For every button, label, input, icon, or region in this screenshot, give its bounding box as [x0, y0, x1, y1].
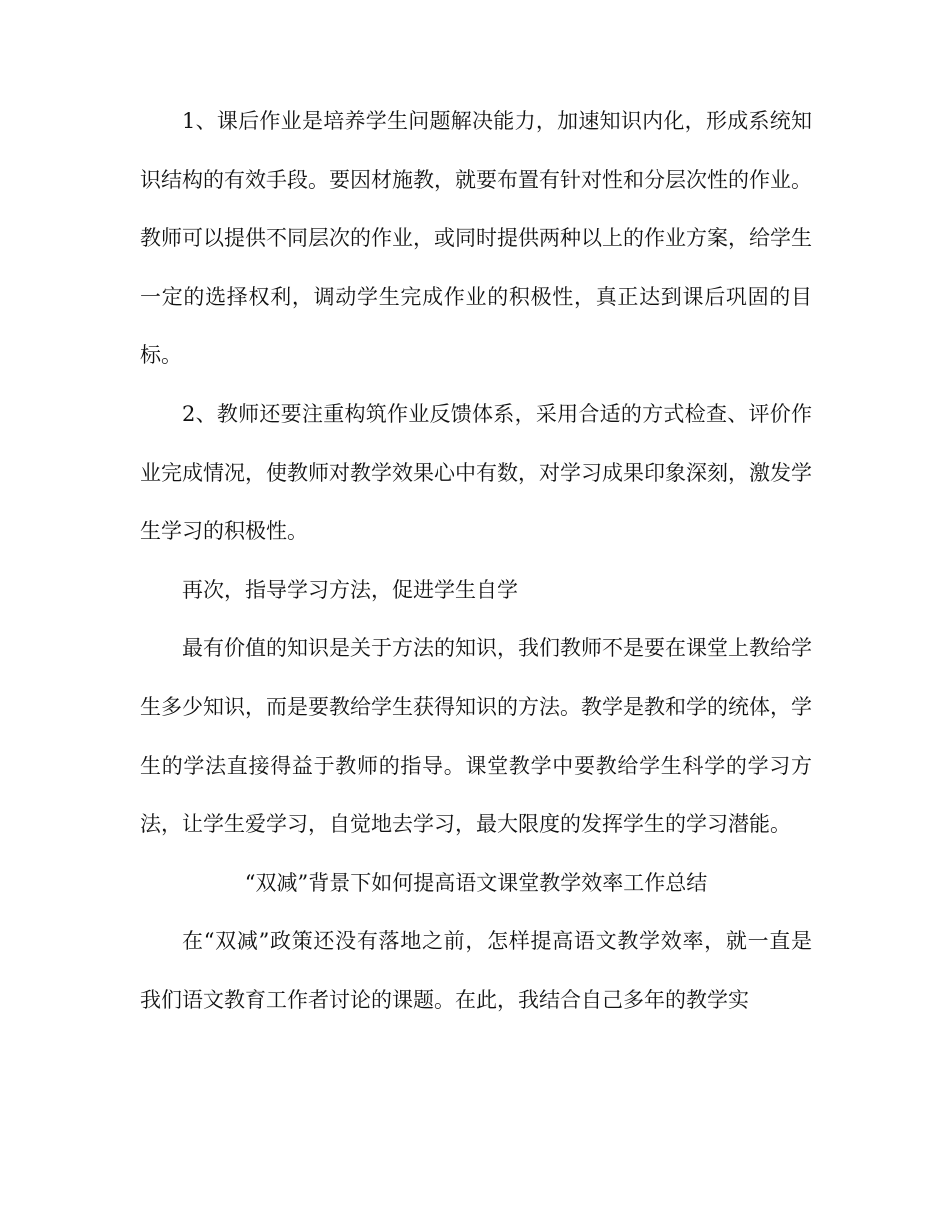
paragraph-intro: 在“双减”政策还没有落地之前，怎样提高语文教学效率，就一直是我们语文教育工作者讨论的课题。在此，我结合自己多年的教学实: [140, 929, 812, 1012]
paragraph-study-method-heading: 再次，指导学习方法，促进学生自学: [182, 577, 518, 602]
section-title: “双减”背景下如何提高语文课堂教学效率工作总结: [244, 870, 708, 895]
document-body: [140, 92, 812, 1030]
paragraph-homework-feedback: 2、教师还要注重构筑作业反馈体系，采用合适的方式检查、评价作业完成情况，使教师对教学效果心中有数，对学习成果印象深刻，激发学生学习的积极性。: [140, 401, 812, 544]
paragraph-homework-design: 1、课后作业是培养学生问题解决能力，加速知识内化，形成系统知识结构的有效手段。要因材施教，就要布置有针对性和分层次性的作业。教师可以提供不同层次的作业，或同时提供两种以上的作业方案，给学生一定的选择权利，调动学生完成作业的积极性，真正达到课后巩固的目标。: [140, 109, 812, 368]
paragraph-study-method: 最有价值的知识是关于方法的知识，我们教师不是要在课堂上教给学生多少知识，而是要教给学生获得知识的方法。教学是教和学的统体，学生的学法直接得益于教师的指导。课堂教学中要教给学生科学的学习方法，让学生爱学习，自觉地去学习，最大限度的发挥学生的学习潜能。: [140, 636, 812, 837]
